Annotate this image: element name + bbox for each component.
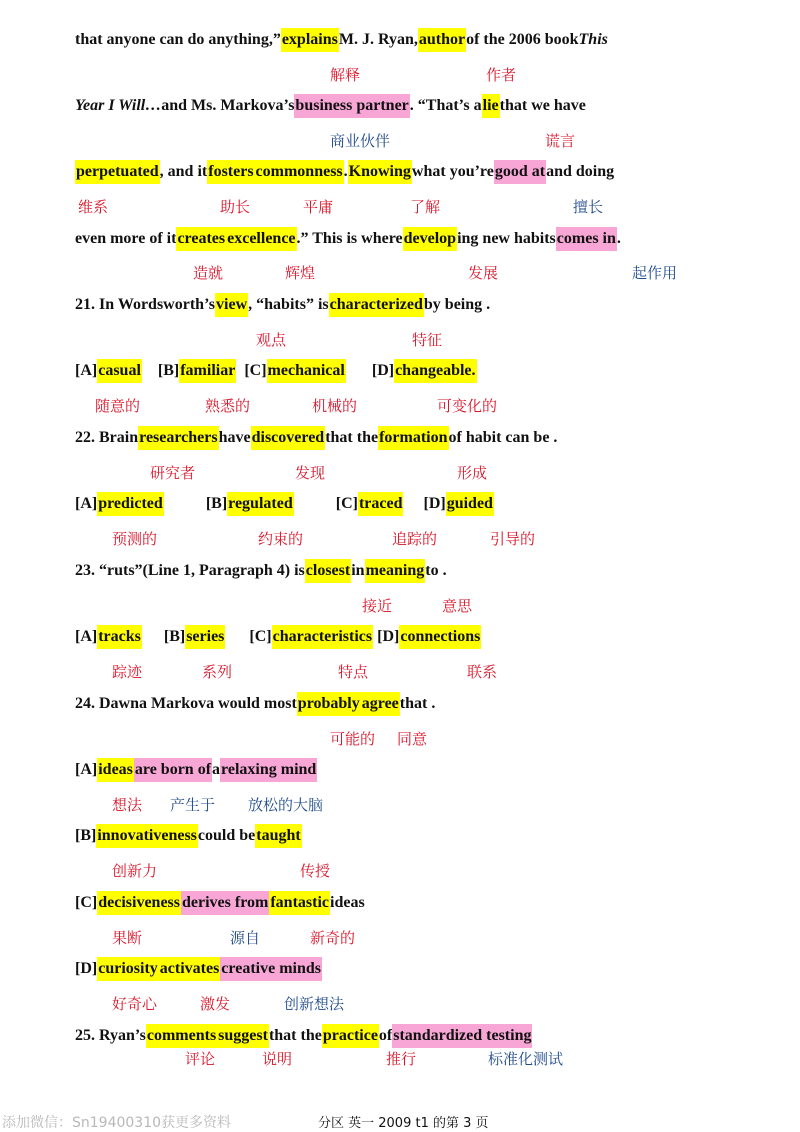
highlighted-word: view (215, 293, 248, 317)
annotation: 维系 (78, 198, 109, 216)
option-a: casual (97, 359, 142, 383)
annotation: 想法 (112, 796, 143, 814)
option-c: mechanical (267, 359, 346, 383)
annotation: 辉煌 (285, 264, 316, 282)
annotation: 起作用 (632, 264, 678, 282)
annotation: 观点 (256, 331, 287, 349)
highlighted-word: comments (146, 1024, 217, 1048)
question-23-stem: 23. “ruts”(Line 1, Paragraph 4) isclosestinmeaningto . (75, 559, 447, 583)
annotation: 踪迹 (112, 663, 143, 681)
option-b: regulated (227, 492, 294, 516)
option-a: tracks (97, 625, 142, 649)
highlighted-word: characterized (329, 293, 424, 317)
highlighted-word: researchers (138, 426, 218, 450)
highlighted-word: fantastic (269, 891, 330, 915)
annotation: 标准化测试 (488, 1050, 564, 1068)
passage-line: Year I Will…and Ms. Markova’sbusiness partner. “That’s aliethat we have (75, 94, 586, 118)
annotation: 可变化的 (437, 397, 498, 415)
option-b: series (185, 625, 225, 649)
annotation: 源自 (230, 929, 261, 947)
annotation: 放松的大脑 (248, 796, 324, 814)
highlighted-word: explains (281, 28, 339, 52)
annotation: 同意 (397, 730, 428, 748)
annotation: 激发 (200, 995, 231, 1013)
annotation: 造就 (193, 264, 224, 282)
highlighted-word: taught (255, 824, 301, 848)
annotation: 擅长 (573, 198, 604, 216)
passage-line: even more of itcreates excellence.” This is wheredeveloping new habitscomes in. (75, 227, 621, 251)
option-d: changeable. (394, 359, 476, 383)
question-22-stem: 22. Brainresearchershavediscoveredthat theformationof habit can be . (75, 426, 557, 450)
option-d: guided (446, 492, 494, 516)
highlighted-phrase: are born of (134, 758, 212, 782)
highlighted-word: develop (403, 227, 457, 251)
annotation: 随意的 (95, 397, 141, 415)
highlighted-phrase: comes in (556, 227, 617, 251)
annotation: 创新想法 (284, 995, 345, 1013)
annotation: 了解 (410, 198, 441, 216)
passage-line: perpetuated, and itfosters commonness.Knowingwhat you’regood atand doing (75, 160, 614, 184)
annotation: 系列 (202, 663, 233, 681)
option-a: predicted (97, 492, 164, 516)
highlighted-word: activates (159, 957, 221, 981)
annotation: 特征 (412, 331, 443, 349)
question-21-stem: 21. In Wordsworth’sview, “habits” ischaracterizedby being . (75, 293, 490, 317)
annotation: 接近 (362, 597, 393, 615)
annotation: 评论 (185, 1050, 216, 1068)
highlighted-phrase: creative minds (220, 957, 322, 981)
question-22-options: [A]predicted [B]regulated [C]traced [D]guided (75, 492, 494, 516)
highlighted-word: probably (297, 692, 361, 716)
question-24-option-c: [C]decisiveness derives from fantasticideas (75, 891, 365, 915)
highlighted-word: suggest (217, 1024, 269, 1048)
annotation: 意思 (442, 597, 473, 615)
highlighted-word: agree (361, 692, 400, 716)
annotation: 引导的 (490, 530, 536, 548)
annotation: 联系 (467, 663, 498, 681)
annotation: 创新力 (112, 862, 158, 880)
question-24-option-d: [D]curiosity activates creative minds (75, 957, 322, 981)
question-24-stem: 24. Dawna Markova would mostprobably agreethat . (75, 692, 435, 716)
highlighted-phrase: relaxing mind (220, 758, 317, 782)
highlighted-word: commonness (255, 160, 344, 184)
annotation: 预测的 (112, 530, 158, 548)
highlighted-word: fosters (207, 160, 254, 184)
annotation: 形成 (457, 464, 488, 482)
annotation: 作者 (486, 66, 517, 84)
highlighted-word: formation (378, 426, 448, 450)
option-d: connections (399, 625, 481, 649)
highlighted-phrase: derives from (181, 891, 269, 915)
highlighted-phrase: standardized testing (392, 1024, 532, 1048)
highlighted-word: innovativeness (96, 824, 198, 848)
annotation: 果断 (112, 929, 143, 947)
option-c: characteristics (272, 625, 374, 649)
annotation: 好奇心 (112, 995, 158, 1013)
annotation: 助长 (220, 198, 251, 216)
highlighted-word: lie (482, 94, 500, 118)
annotation: 熟悉的 (205, 397, 251, 415)
watermark-text: 添加微信：Sn19400310获更多资料 (2, 1115, 232, 1131)
highlighted-word: meaning (365, 559, 426, 583)
annotation: 传授 (300, 862, 331, 880)
annotation: 研究者 (150, 464, 196, 482)
highlighted-word: curiosity (97, 957, 159, 981)
annotation: 发展 (468, 264, 499, 282)
question-24-option-b: [B]innovativenesscould betaught (75, 824, 302, 848)
highlighted-word: excellence (226, 227, 296, 251)
annotation: 平庸 (303, 198, 334, 216)
annotation: 谎言 (545, 132, 576, 150)
question-24-option-a: [A]ideas are born ofarelaxing mind (75, 758, 317, 782)
highlighted-word: Knowing (348, 160, 412, 184)
annotation: 约束的 (258, 530, 304, 548)
highlighted-word: ideas (97, 758, 134, 782)
annotation: 推行 (386, 1050, 417, 1068)
annotation: 追踪的 (392, 530, 438, 548)
annotation: 解释 (330, 66, 361, 84)
highlighted-word: closest (305, 559, 351, 583)
question-23-options: [A]tracks [B]series [C]characteristics [D]connections (75, 625, 481, 649)
passage-line: that anyone can do anything,”explainsM. J. Ryan,authorof the 2006 bookThis (75, 28, 608, 52)
highlighted-phrase: good at (494, 160, 546, 184)
annotation: 产生于 (170, 796, 216, 814)
highlighted-word: perpetuated (75, 160, 160, 184)
option-c: traced (358, 492, 404, 516)
annotation: 发现 (295, 464, 326, 482)
annotation: 商业伙伴 (330, 132, 391, 150)
question-21-options: [A]casual [B]familiar [C]mechanical [D]changeable. (75, 359, 477, 383)
annotation: 机械的 (312, 397, 358, 415)
highlighted-word: discovered (251, 426, 326, 450)
highlighted-phrase: business partner (294, 94, 409, 118)
page-number: 分区 英一 2009 t1 的第 3 页 (318, 1116, 489, 1131)
highlighted-word: author (418, 28, 466, 52)
annotation: 可能的 (330, 730, 376, 748)
annotation: 说明 (262, 1050, 293, 1068)
question-25-stem: 25. Ryan’scomments suggestthat thepracticeofstandardized testing (75, 1024, 532, 1048)
annotation: 特点 (338, 663, 369, 681)
highlighted-word: creates (176, 227, 226, 251)
highlighted-word: decisiveness (97, 891, 181, 915)
annotation: 新奇的 (310, 929, 356, 947)
highlighted-word: practice (322, 1024, 379, 1048)
option-b: familiar (179, 359, 236, 383)
